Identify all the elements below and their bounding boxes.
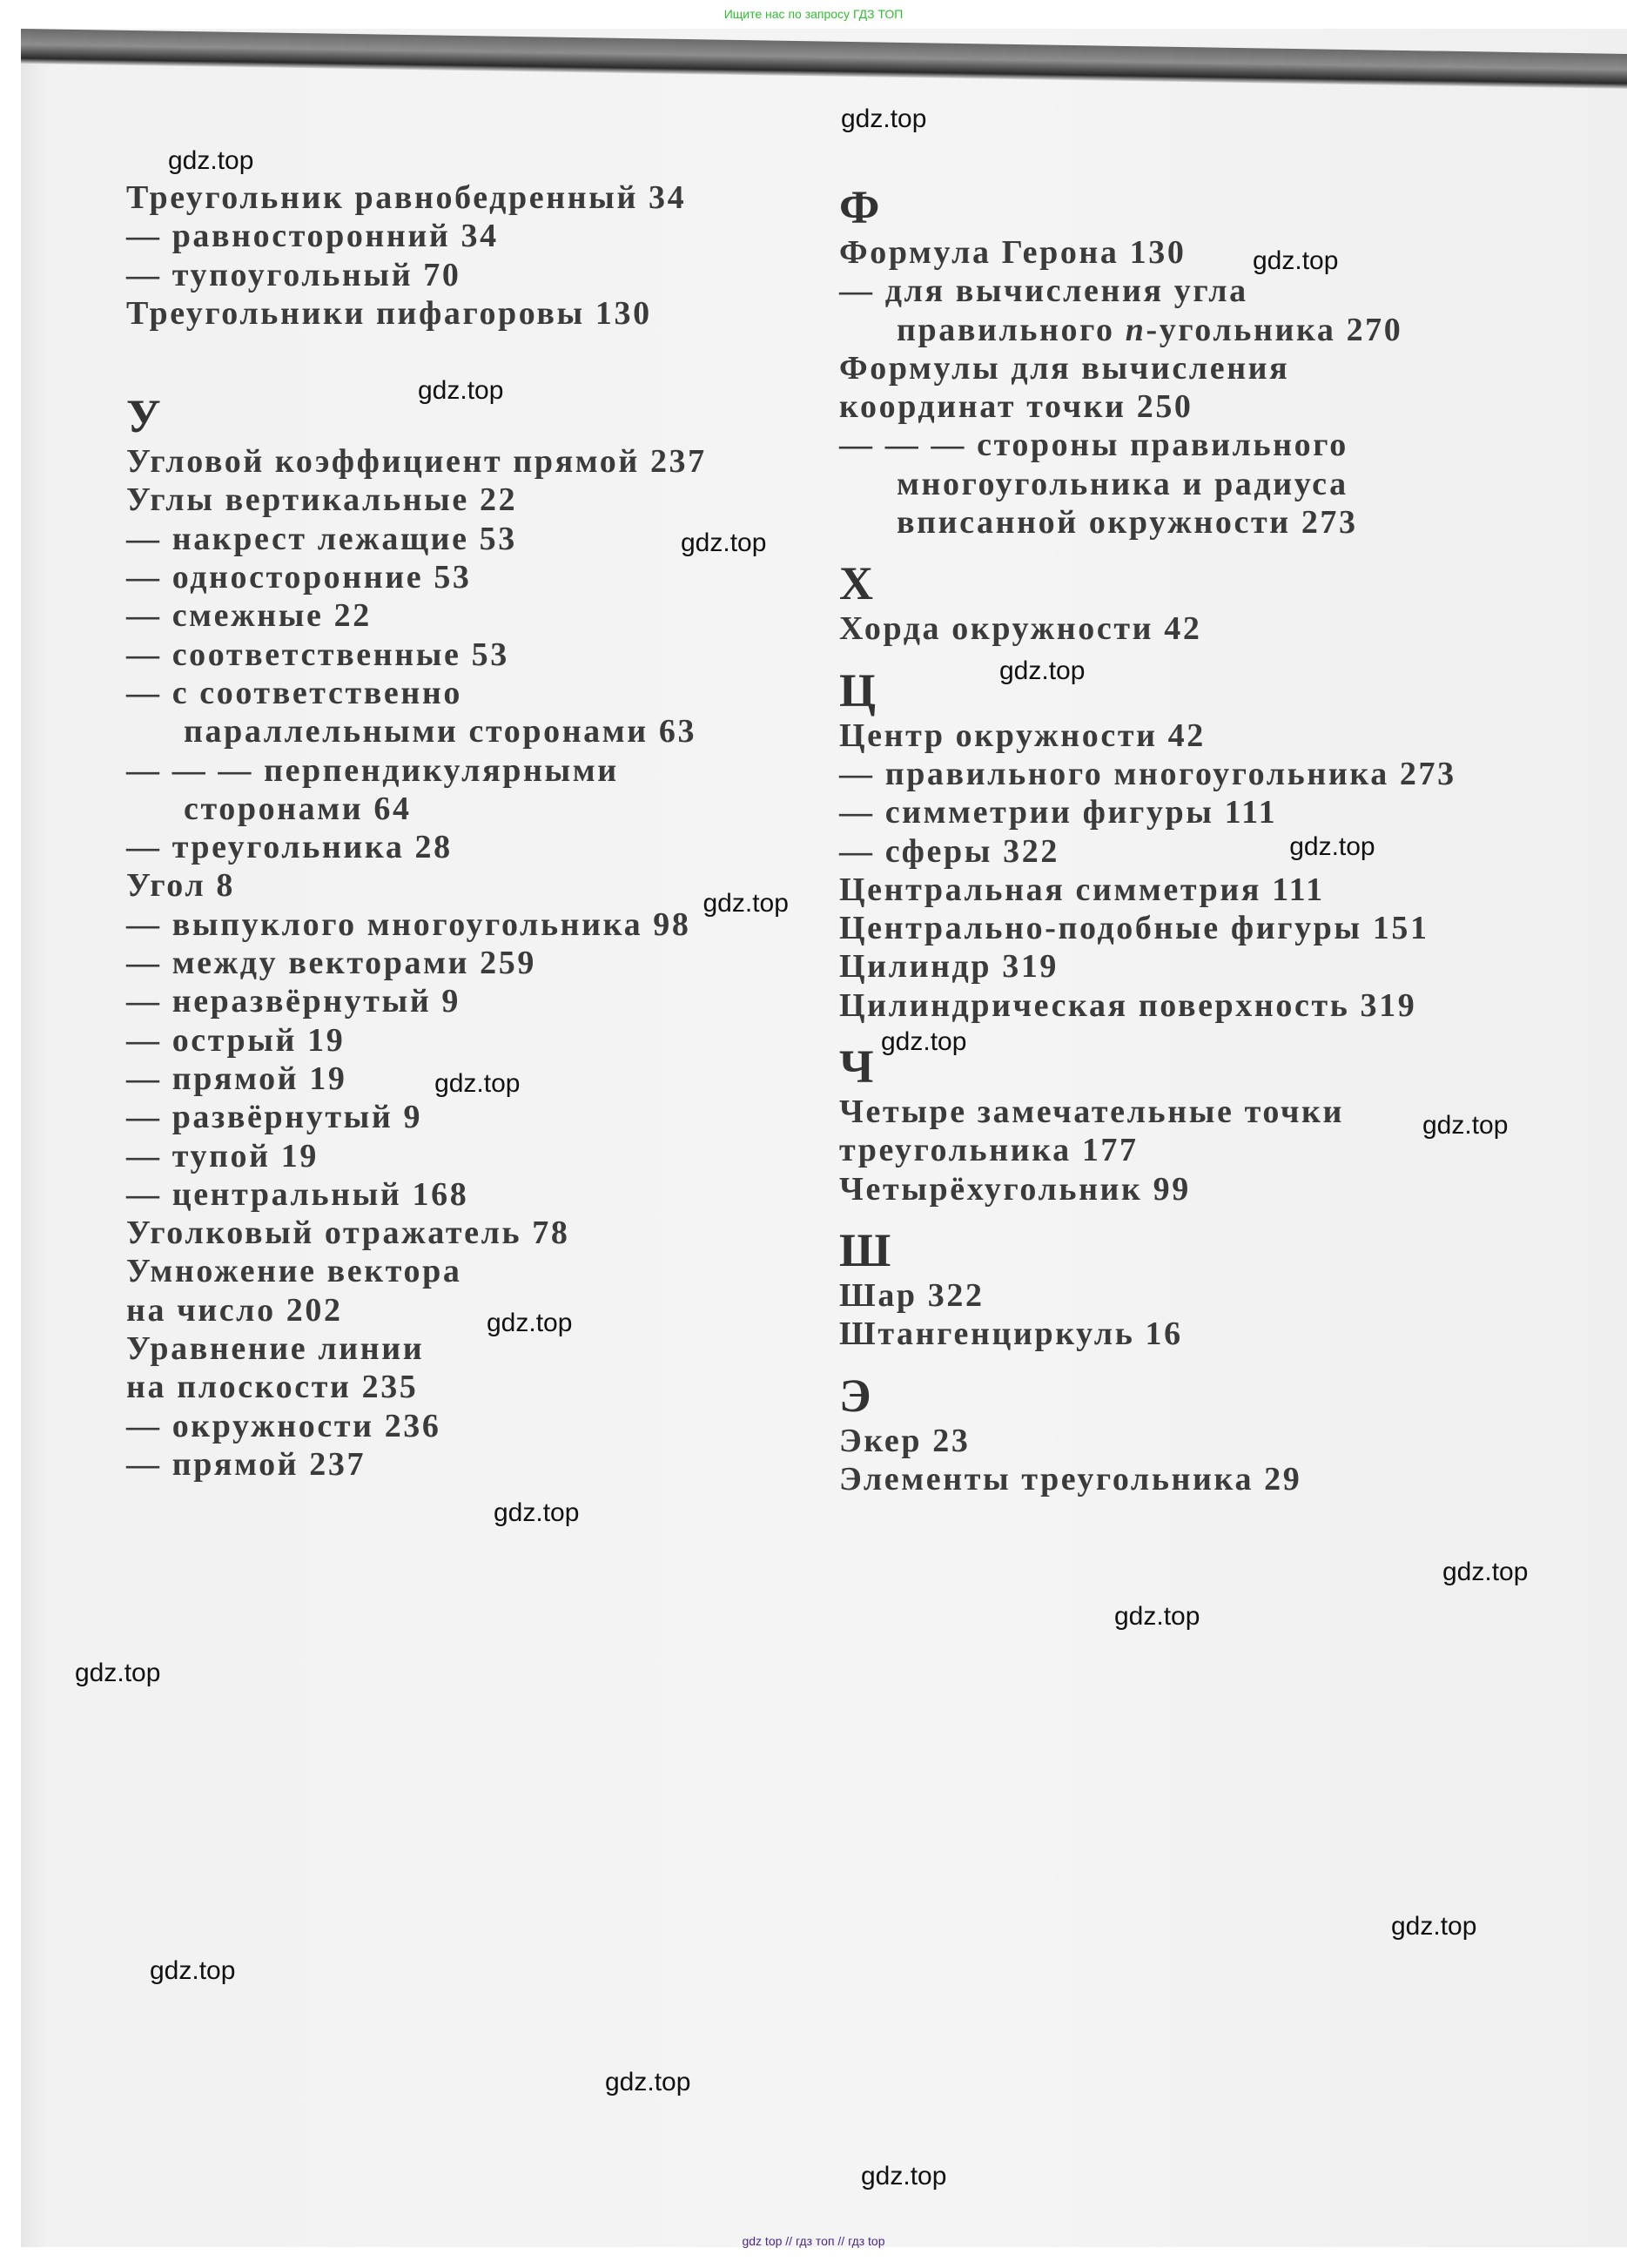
section-letter-heading: Ш	[839, 1223, 893, 1276]
index-entry: Уравнение линии	[126, 1330, 425, 1368]
index-entry: координат точки 250	[839, 388, 1193, 426]
index-entry: Угловой коэффициент прямой 237	[126, 443, 707, 481]
index-entry: — накрест лежащие 53	[126, 520, 517, 557]
index-entry: Штангенциркуль 16	[839, 1316, 1183, 1353]
watermark: gdz.top	[1289, 832, 1375, 861]
index-column-right	[839, 183, 1588, 1498]
watermark: gdz.top	[681, 528, 767, 557]
index-entry: Центральная симметрия 111	[839, 871, 1325, 908]
index-entry: Формула Герона 130	[839, 234, 1187, 271]
watermark: gdz.top	[168, 146, 254, 175]
watermark: gdz.top	[1391, 1912, 1477, 1941]
section-letter-heading: У	[126, 390, 164, 443]
index-entry: — смежные 22	[126, 597, 372, 635]
index-entry: Угол 8	[126, 867, 235, 905]
watermark: gdz.top	[1114, 1602, 1200, 1631]
footer-links[interactable]: gdz top // гдз топ // гдз top	[742, 2234, 885, 2248]
index-entry: Формулы для вычисления	[839, 349, 1290, 387]
index-entry: — — — перпендикулярными	[126, 751, 619, 789]
index-entry: — с соответственно	[126, 674, 462, 711]
page-edge-shadow	[21, 29, 1627, 89]
index-entry: — прямой 19	[126, 1060, 347, 1097]
index-entry: на плоскости 235	[126, 1369, 419, 1406]
watermark: gdz.top	[703, 889, 789, 918]
watermark: gdz.top	[999, 656, 1086, 685]
index-entry: Четырёхугольник 99	[839, 1170, 1191, 1208]
index-entry: Уголковый отражатель 78	[126, 1215, 570, 1252]
index-entry: треугольника 177	[839, 1132, 1139, 1169]
index-entry: — между векторами 259	[126, 945, 536, 982]
index-entry: — для вычисления угла	[839, 273, 1248, 310]
index-entry: многоугольника и радиуса	[897, 465, 1348, 502]
index-column-left	[126, 178, 805, 1484]
section-letter-heading: Х	[839, 557, 876, 610]
watermark: gdz.top	[605, 2068, 691, 2096]
watermark: gdz.top	[1422, 1111, 1509, 1140]
watermark: gdz.top	[487, 1309, 573, 1337]
section-letter-heading: Ф	[839, 181, 882, 233]
index-entry: — окружности 236	[126, 1407, 441, 1444]
index-entry: — треугольника 28	[126, 829, 453, 866]
index-entry: сторонами 64	[184, 790, 412, 827]
index-entry: — односторонние 53	[126, 559, 472, 596]
index-entry: Углы вертикальные 22	[126, 481, 518, 519]
index-entry: — прямой 237	[126, 1445, 366, 1483]
index-entry: Треугольники пифагоровы 130	[126, 294, 652, 332]
top-banner-link[interactable]: Ищите нас по запросу ГДЗ ТОП	[723, 7, 904, 21]
watermark: gdz.top	[418, 376, 504, 405]
index-entry: — соответственные 53	[126, 636, 509, 673]
section-letter-heading: Ч	[839, 1040, 877, 1094]
watermark: gdz.top	[861, 2162, 947, 2191]
watermark: gdz.top	[75, 1659, 161, 1687]
index-entry: Цилиндрическая поверхность 319	[839, 986, 1417, 1024]
index-entry: — симметрии фигуры 111	[839, 794, 1278, 831]
index-entry: вписанной окружности 273	[897, 504, 1358, 542]
index-entry: Шар 322	[839, 1276, 985, 1314]
index-entry: — тупой 19	[126, 1137, 319, 1174]
index-entry: Умножение вектора	[126, 1253, 462, 1290]
watermark: gdz.top	[150, 1956, 236, 1985]
index-entry: Центрально-подобные фигуры 151	[839, 910, 1429, 947]
index-entry: правильного n-угольника 270	[897, 311, 1403, 348]
index-entry: Цилиндр 319	[839, 948, 1059, 986]
index-entry: — тупоугольный 70	[126, 256, 461, 293]
index-entry: — выпуклого многоугольника 98	[126, 905, 691, 943]
index-entry: — — — стороны правильного	[839, 427, 1348, 464]
index-entry: Треугольник равнобедренный 34	[126, 179, 687, 216]
index-entry: Хорда окружности 42	[839, 610, 1202, 648]
index-entry: — острый 19	[126, 1021, 346, 1059]
section-letter-heading: Э	[839, 1369, 874, 1422]
index-entry: Экер 23	[839, 1422, 971, 1459]
index-entry: Элементы треугольника 29	[839, 1460, 1302, 1497]
index-entry: Центр окружности 42	[839, 717, 1206, 754]
index-entry: — развёрнутый 9	[126, 1099, 423, 1136]
index-entry: Четыре замечательные точки	[839, 1094, 1344, 1131]
watermark: gdz.top	[841, 104, 927, 133]
watermark: gdz.top	[494, 1498, 580, 1527]
watermark: gdz.top	[881, 1027, 967, 1056]
index-entry: — сферы 322	[839, 832, 1059, 870]
index-entry: на число 202	[126, 1291, 343, 1329]
watermark: gdz.top	[434, 1069, 521, 1098]
watermark: gdz.top	[1442, 1558, 1529, 1586]
index-entry: — правильного многоугольника 273	[839, 755, 1456, 792]
watermark: gdz.top	[1253, 246, 1339, 275]
index-entry: — равносторонний 34	[126, 218, 499, 255]
index-entry: — неразвёрнутый 9	[126, 983, 461, 1020]
index-entry: — центральный 168	[126, 1175, 469, 1213]
index-entry: параллельными сторонами 63	[184, 713, 697, 750]
section-letter-heading: Ц	[839, 663, 878, 717]
